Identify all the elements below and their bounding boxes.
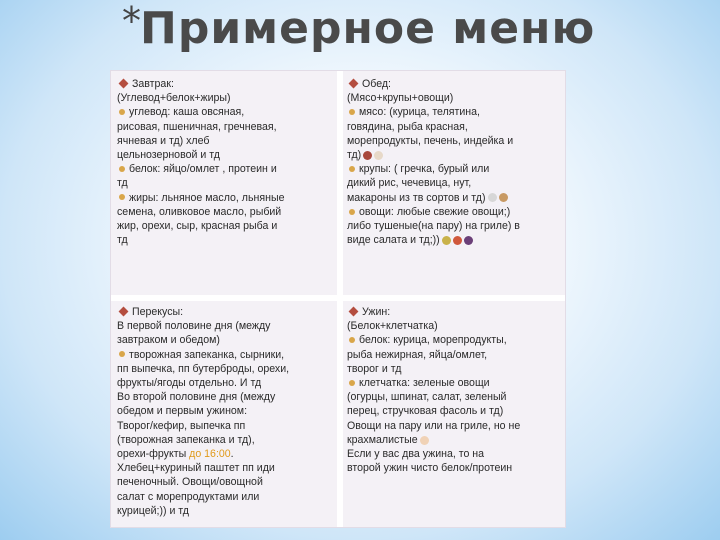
small-dot-bullet-icon bbox=[119, 194, 125, 200]
snacks-tail-line: курицей;)) и тд bbox=[117, 504, 189, 517]
snacks-nuts-prefix: орехи-фрукты bbox=[117, 448, 190, 461]
snacks-second-half-line: Творог/кефир, выпечка пп bbox=[117, 419, 246, 432]
snacks-first-half-line: завтраком и обедом) bbox=[117, 334, 220, 347]
diamond-bullet-icon bbox=[349, 307, 359, 317]
dinner-fiber-line: перец, стручковая фасоль и тд) bbox=[347, 405, 504, 418]
breakfast-subheading: (Углевод+белок+жиры) bbox=[117, 92, 231, 105]
small-dot-bullet-icon bbox=[349, 209, 355, 215]
breakfast-heading: Завтрак: bbox=[132, 78, 174, 90]
menu-image-card bbox=[110, 70, 566, 528]
dinner-fiber-line: (огурцы, шпинат, салат, зеленый bbox=[347, 391, 507, 404]
lunch-grains-line: дикий рис, чечевица, нут, bbox=[347, 177, 472, 190]
lunch-meat-label: мясо: (курица, телятина, bbox=[359, 106, 480, 119]
snacks-tail-line: печеночный. Овощи/овощной bbox=[117, 476, 263, 489]
dinner-fiber-line: Овощи на пару или на гриле, но не bbox=[347, 419, 521, 432]
snacks-first-item-label: творожная запеканка, сырники, bbox=[129, 348, 285, 361]
diamond-bullet-icon bbox=[349, 79, 359, 89]
dinner-tail-line: второй ужин чисто белок/протеин bbox=[347, 462, 513, 475]
snacks-nuts-suffix: . bbox=[230, 448, 234, 461]
small-dot-bullet-icon bbox=[349, 380, 355, 386]
dinner-heading: Ужин: bbox=[362, 306, 391, 318]
breakfast-carbs-line: рисовая, пшеничная, гречневая, bbox=[117, 120, 277, 133]
lunch-grains-line: макароны из тв сортов и тд) bbox=[347, 191, 486, 204]
lunch-meat-line: говядина, рыба красная, bbox=[347, 120, 468, 133]
lunch-veg-label: овощи: любые свежие овощи;) bbox=[359, 205, 511, 218]
breakfast-fats-line: семена, оливковое масло, рыбий bbox=[117, 205, 282, 218]
lunch-subheading: (Мясо+крупы+овощи) bbox=[347, 92, 454, 105]
lunch-veg-line: виде салата и тд;)) bbox=[347, 234, 440, 247]
food-emoji-icon bbox=[442, 236, 451, 245]
breakfast-fats-label: жиры: льняное масло, льняные bbox=[129, 191, 285, 204]
small-dot-bullet-icon bbox=[349, 166, 355, 172]
lunch-grains-label: крупы: ( гречка, бурый или bbox=[359, 163, 490, 176]
food-emoji-icon bbox=[420, 436, 429, 445]
lunch-meat-line: морепродукты, печень, индейка и bbox=[347, 134, 514, 147]
lunch-veg-line: либо тушеные(на пару) на гриле) в bbox=[347, 220, 520, 233]
breakfast-protein-label: белок: яйцо/омлет , протеин и bbox=[129, 163, 277, 176]
lunch-meat-line: тд) bbox=[347, 149, 362, 162]
snacks-nuts-time: до 16:00 bbox=[189, 448, 231, 461]
lunch-heading: Обед: bbox=[362, 78, 391, 90]
breakfast-protein-line: тд bbox=[117, 177, 128, 190]
snacks-second-half-line: Во второй половине дня (между bbox=[117, 391, 276, 404]
diamond-bullet-icon bbox=[119, 307, 129, 317]
small-dot-bullet-icon bbox=[349, 109, 355, 115]
small-dot-bullet-icon bbox=[119, 351, 125, 357]
diamond-bullet-icon bbox=[119, 79, 129, 89]
dinner-fiber-label: клетчатка: зеленые овощи bbox=[359, 377, 490, 390]
dinner-fiber-line: крахмалистые bbox=[347, 433, 418, 446]
small-dot-bullet-icon bbox=[119, 166, 125, 172]
small-dot-bullet-icon bbox=[349, 337, 355, 343]
food-emoji-icon bbox=[374, 151, 383, 160]
food-emoji-icon bbox=[464, 236, 473, 245]
title-asterisk: * bbox=[122, 0, 141, 43]
breakfast-carbs-label: углевод: каша овсяная, bbox=[129, 106, 245, 119]
snacks-first-item-line: фрукты/ягоды отдельно. И тд bbox=[117, 377, 262, 390]
snacks-section bbox=[117, 305, 333, 525]
food-emoji-icon bbox=[499, 193, 508, 202]
snacks-first-half-line: В первой половине дня (между bbox=[117, 320, 271, 333]
dinner-section bbox=[347, 305, 561, 525]
snacks-tail-line: салат с морепродуктами или bbox=[117, 490, 260, 503]
snacks-tail-line: Хлебец+куриный паштет пп иди bbox=[117, 462, 275, 475]
dinner-subheading: (Белок+клетчатка) bbox=[347, 320, 438, 333]
food-emoji-icon bbox=[453, 236, 462, 245]
dinner-tail-line: Если у вас два ужина, то на bbox=[347, 448, 485, 461]
small-dot-bullet-icon bbox=[119, 109, 125, 115]
dinner-protein-line: творог и тд bbox=[347, 362, 402, 375]
breakfast-carbs-line: цельнозерновой и тд bbox=[117, 149, 220, 162]
food-emoji-icon bbox=[363, 151, 372, 160]
dinner-protein-line: рыба нежирная, яйца/омлет, bbox=[347, 348, 488, 361]
breakfast-fats-line: жир, орехи, сыр, красная рыба и bbox=[117, 220, 278, 233]
dinner-protein-label: белок: курица, морепродукты, bbox=[359, 334, 507, 347]
food-emoji-icon bbox=[488, 193, 497, 202]
horizontal-divider bbox=[111, 295, 565, 301]
lunch-section bbox=[347, 77, 561, 291]
breakfast-fats-line: тд bbox=[117, 234, 128, 247]
snacks-second-half-line: обедом и первым ужином: bbox=[117, 405, 248, 418]
breakfast-section bbox=[117, 77, 333, 291]
snacks-first-item-line: пп выпечка, пп бутерброды, орехи, bbox=[117, 362, 290, 375]
page-title: Примерное меню bbox=[140, 3, 596, 54]
snacks-heading: Перекусы: bbox=[132, 306, 184, 318]
snacks-second-half-line: (творожная запеканка и тд), bbox=[117, 433, 255, 446]
breakfast-carbs-line: ячневая и тд) хлеб bbox=[117, 134, 210, 147]
